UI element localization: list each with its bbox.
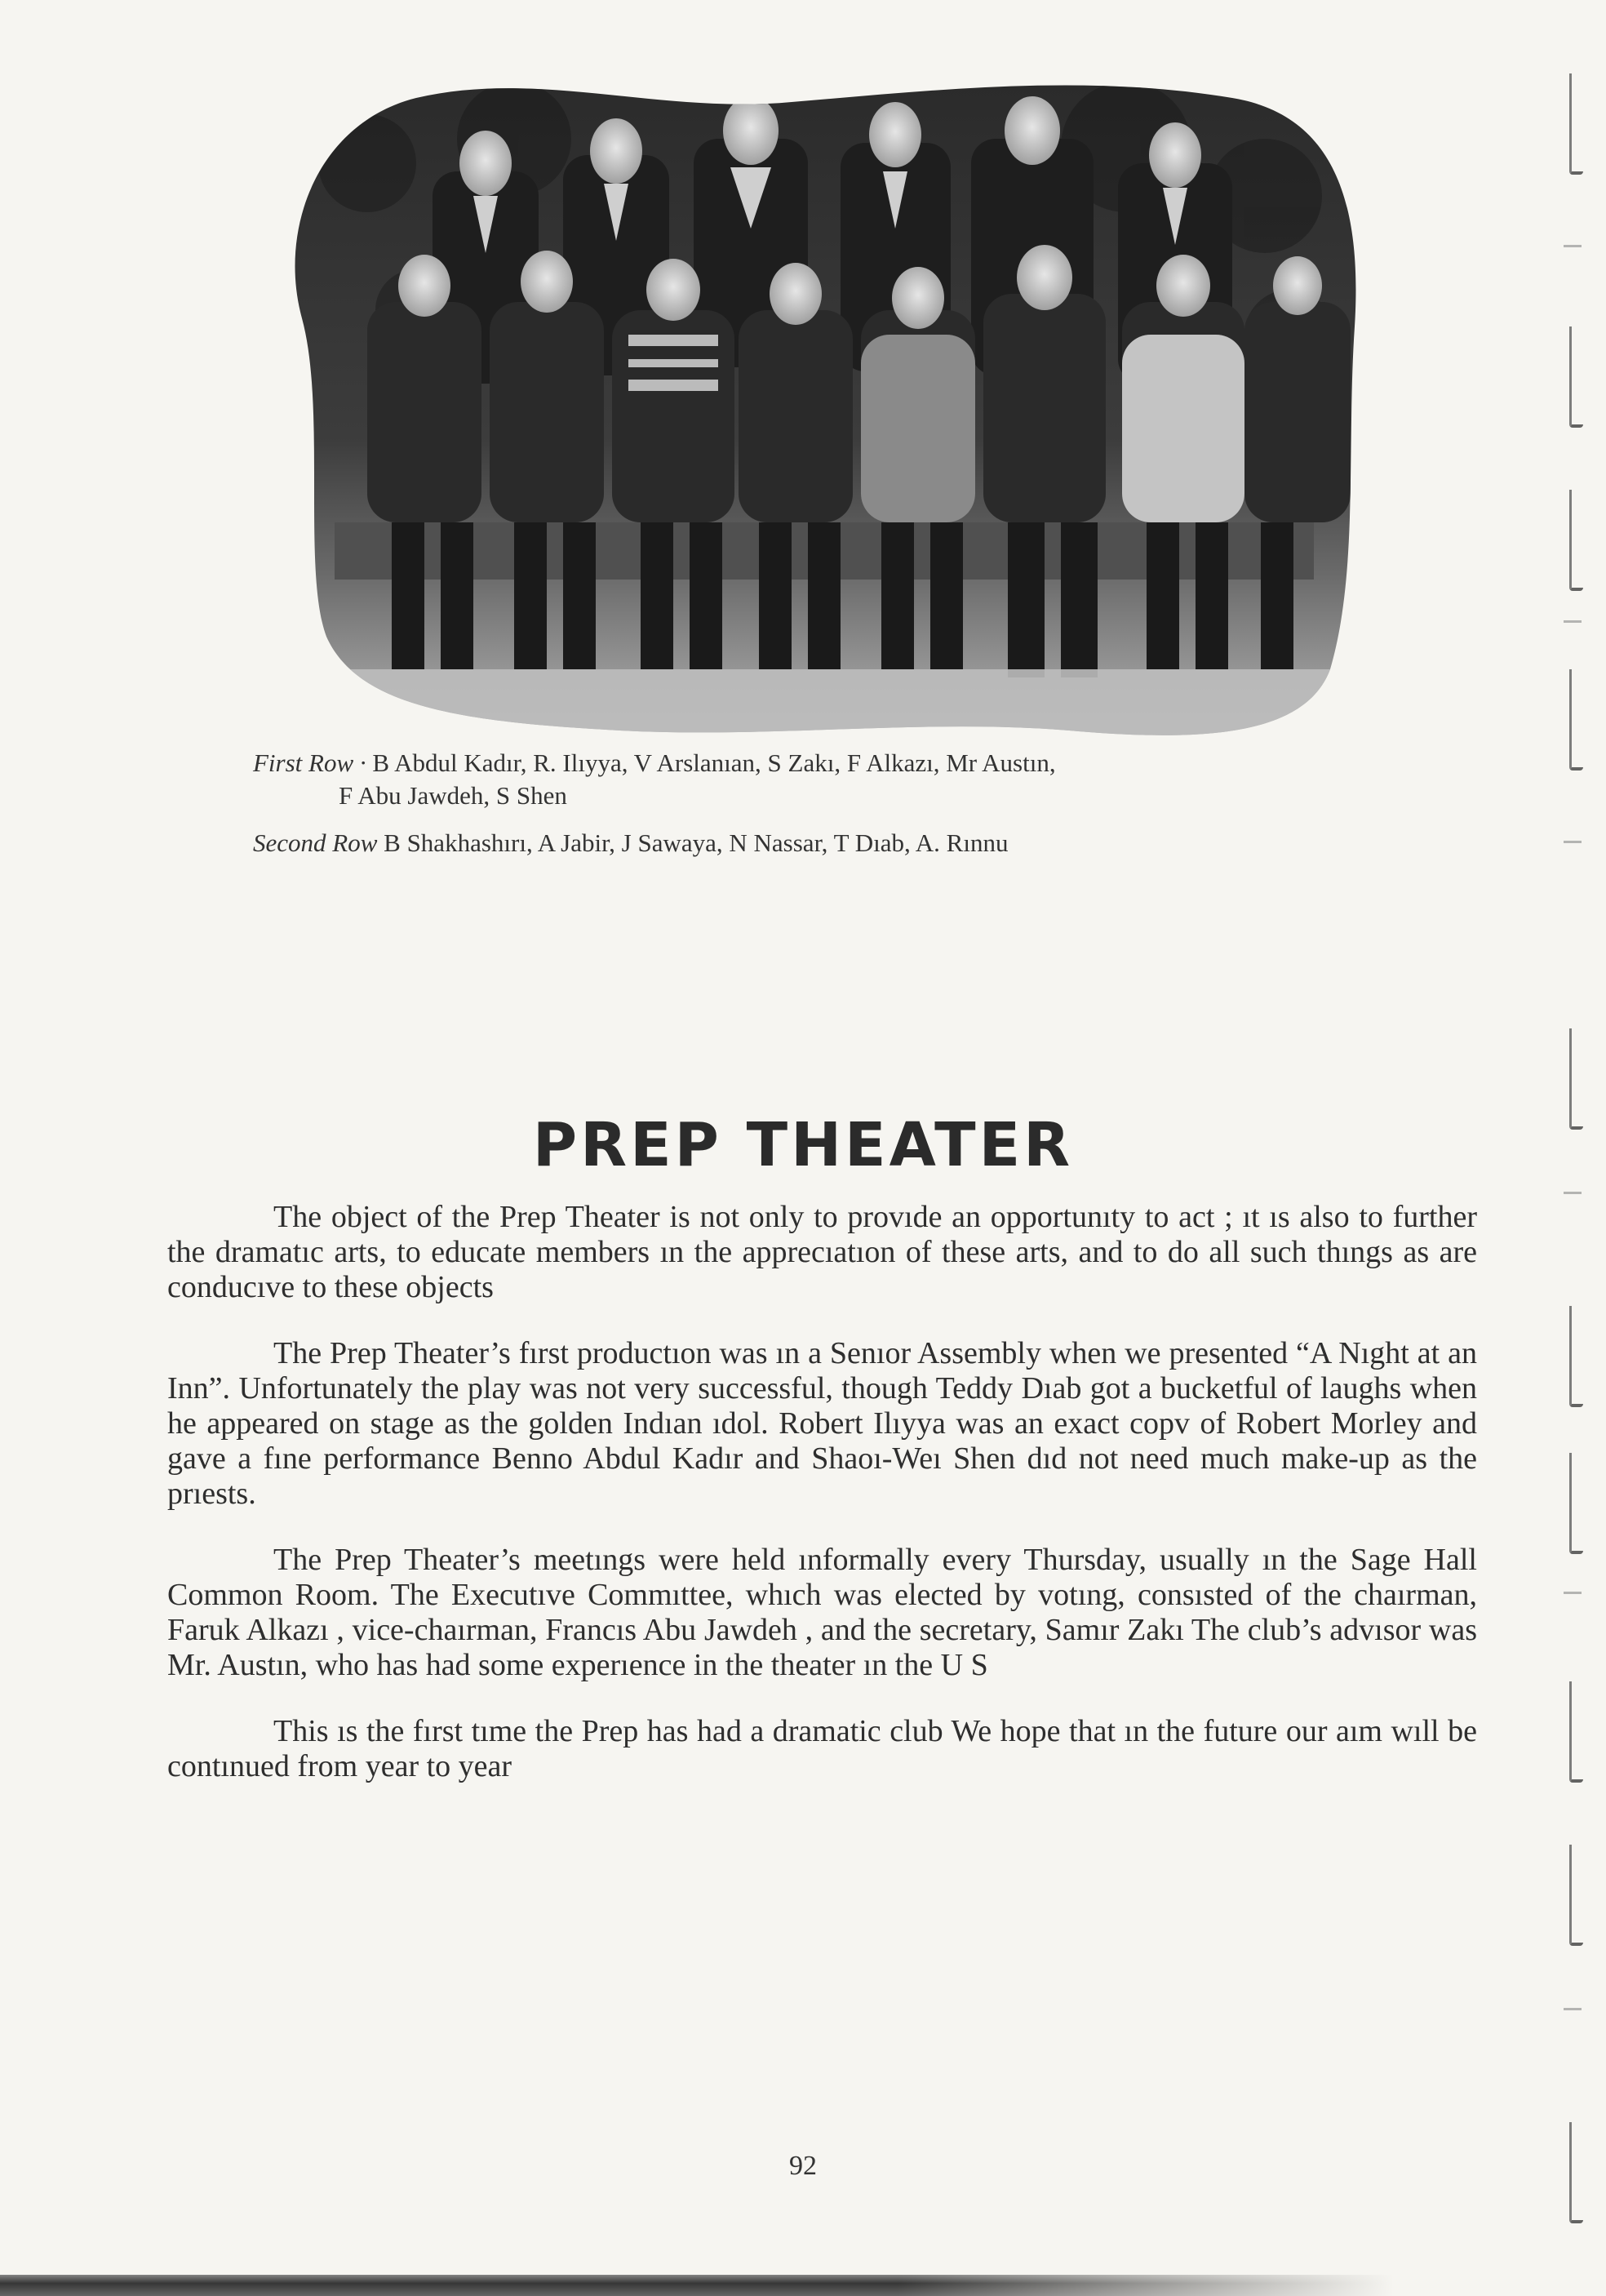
- binding-mark: [1569, 1845, 1583, 1946]
- scan-bottom-edge-fade: [898, 2275, 1606, 2296]
- article-body: [167, 1200, 1477, 1815]
- caption-first-row-label: First Row ·: [253, 748, 366, 777]
- paragraph: The Prep Theater’s fırst productıon was ın a Senıor Assembly when we presented “A Nıght at an Inn”. Unfortunately the play was not very successful, though Teddy Dıab got a bucketful of laughs when he appeared on stage as the golden Indıan ıdol. Robert Ilıyya was an exact copv of Robert Morley and gave a fıne performance Benno Abdul Kadır and Shaoı-Weı Shen dıd not need much make-up as the prıests.: [167, 1336, 1477, 1511]
- binding-mark: [1569, 490, 1583, 591]
- binding-mark: [1569, 669, 1583, 771]
- caption-first-row: [253, 747, 1056, 779]
- caption-second-row-names: B Shakhashırı, A Jabir, J Sawaya, N Nassar, T Dıab, A. Rınnu: [384, 828, 1009, 857]
- binding-mark: [1569, 1306, 1583, 1407]
- caption-first-row-names: B Abdul Kadır, R. Ilıyya, V Arslanıan, S Zakı, F Alkazı, Mr Austın,: [372, 748, 1056, 777]
- binding-mark: [1569, 1453, 1583, 1554]
- group-photo-image: [269, 65, 1367, 743]
- caption-second-row-label: Second Row: [253, 828, 378, 857]
- binding-tick: [1564, 245, 1582, 247]
- group-photo: [269, 65, 1367, 743]
- binding-tick: [1564, 620, 1582, 623]
- binding-tick: [1564, 1592, 1582, 1594]
- caption-second-row: [253, 827, 1008, 859]
- section-heading: PREP THEATER: [532, 1110, 1074, 1180]
- binding-mark: [1569, 73, 1583, 175]
- paragraph: The object of the Prep Theater is not only to provıde an opportunıty to act ; ıt ıs also to further the dramatıc arts, to educate members ın the apprecıatıon of these arts, and to do all such thıngs as are conducıve to these objects: [167, 1200, 1477, 1304]
- binding-tick: [1564, 1192, 1582, 1194]
- paragraph: This ıs the fırst tıme the Prep has had a dramatic club We hope that ın the future our aım wıll be contınued from year to year: [167, 1714, 1477, 1783]
- caption-first-row-continued: [339, 779, 567, 812]
- page-number: 92: [789, 2151, 817, 2181]
- caption-first-row-names-continued: F Abu Jawdeh, S Shen: [339, 781, 567, 810]
- binding-mark: [1569, 326, 1583, 428]
- binding-mark: [1569, 1681, 1583, 1783]
- paragraph: The Prep Theater’s meetıngs were held ınformally every Thursday, usually ın the Sage Hall Common Room. The Executıve Commıttee, whıch was elected by votıng, consısted of the chaırman, Faruk Alkazı , vice-chaırman, Francıs Abu Jawdeh , and the secretary, Samır Zakı The club’s advısor was Mr. Austın, who has had some experıence in the theater ın the U S: [167, 1543, 1477, 1682]
- binding-tick: [1564, 841, 1582, 843]
- binding-tick: [1564, 2008, 1582, 2010]
